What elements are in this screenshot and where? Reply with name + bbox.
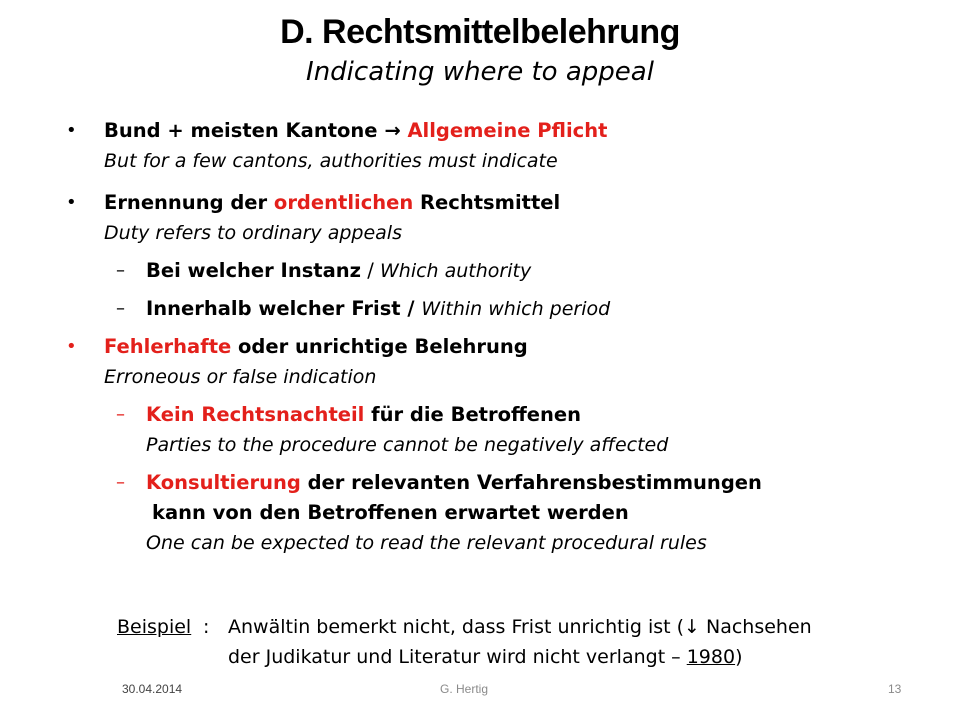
subbullet-de-text-line2: kann von den Betroffenen erwartet werden [152,501,629,524]
footer-page-number: 13 [888,682,902,696]
dash-marker: – [116,298,125,319]
example-year: 1980 [686,646,736,668]
de-text-red: Kein Rechtsnachteil [146,403,365,426]
bullet-erroneous-indication [66,332,942,392]
subbullet-en-text: Parties to the procedure cannot be negatively affected [146,434,669,456]
de-text-red: Fehlerhafte [104,335,232,358]
example-label: Beispiel [117,616,192,638]
en-text: Within which period [421,298,611,320]
example-line-2-end: ) [735,646,743,668]
footer-date: 30.04.2014 [122,682,183,696]
bullet-de-text [104,188,942,218]
subbullet-de-text [146,468,942,498]
de-text: Innerhalb welcher Frist [146,297,401,320]
en-text: Which authority [379,260,532,282]
subbullet-text [146,294,942,324]
example-text [228,612,812,672]
de-text-black: oder unrichtige Belehrung [231,335,528,358]
subbullet-en-text: One can be expected to read the relevant procedural rules [146,532,707,554]
dash-marker: – [116,472,125,493]
de-text-black: für die Betroffenen [364,403,582,426]
de-text-red: Konsultierung [146,471,301,494]
subbullet-which-period [116,294,942,324]
bullet-general-duty [66,116,942,176]
separator: / [361,259,380,282]
bullet-de-text [104,332,942,362]
dash-marker: – [116,260,125,281]
de-text-black: Rechtsmittel [413,191,561,214]
de-text-black: Bund + meisten Kantone → [104,119,408,142]
de-text-black: der relevanten Verfahrensbestimmungen [300,471,762,494]
slide-subtitle: Indicating where to appeal [306,57,654,87]
bullet-en-text: But for a few cantons, authorities must indicate [104,150,558,172]
example-line-2-text: der Judikatur und Literatur wird nicht verlangt – [228,646,687,668]
de-text-red: ordentlichen [273,191,414,214]
bullet-ordinary-appeals [66,188,942,248]
de-text-red: Allgemeine Pflicht [407,119,608,142]
separator: / [400,297,422,320]
bullet-en-text: Duty refers to ordinary appeals [104,222,402,244]
bullet-dot: • [66,336,77,357]
de-text-black: Ernennung der [104,191,274,214]
dash-marker: – [116,404,125,425]
example-colon: : [203,616,210,638]
example-line-2 [228,642,812,672]
bullet-dot: • [66,120,77,141]
bullet-dot: • [66,192,77,213]
slide-header [0,10,960,90]
footer-author: G. Hertig [440,682,489,696]
example-line-1: Anwältin bemerkt nicht, dass Frist unrichtig ist (↓ Nachsehen [228,616,812,638]
subbullet-which-authority [116,256,942,286]
subbullet-no-disadvantage [116,400,942,460]
slide-title: D. Rechtsmittelbelehrung [280,13,680,51]
de-text: Bei welcher Instanz [146,259,362,282]
subbullet-consultation [116,468,942,558]
bullet-en-text: Erroneous or false indication [104,366,377,388]
slide-body [62,116,942,558]
subbullet-text [146,256,942,286]
bullet-de-text [104,116,942,146]
subbullet-de-text [146,400,942,430]
